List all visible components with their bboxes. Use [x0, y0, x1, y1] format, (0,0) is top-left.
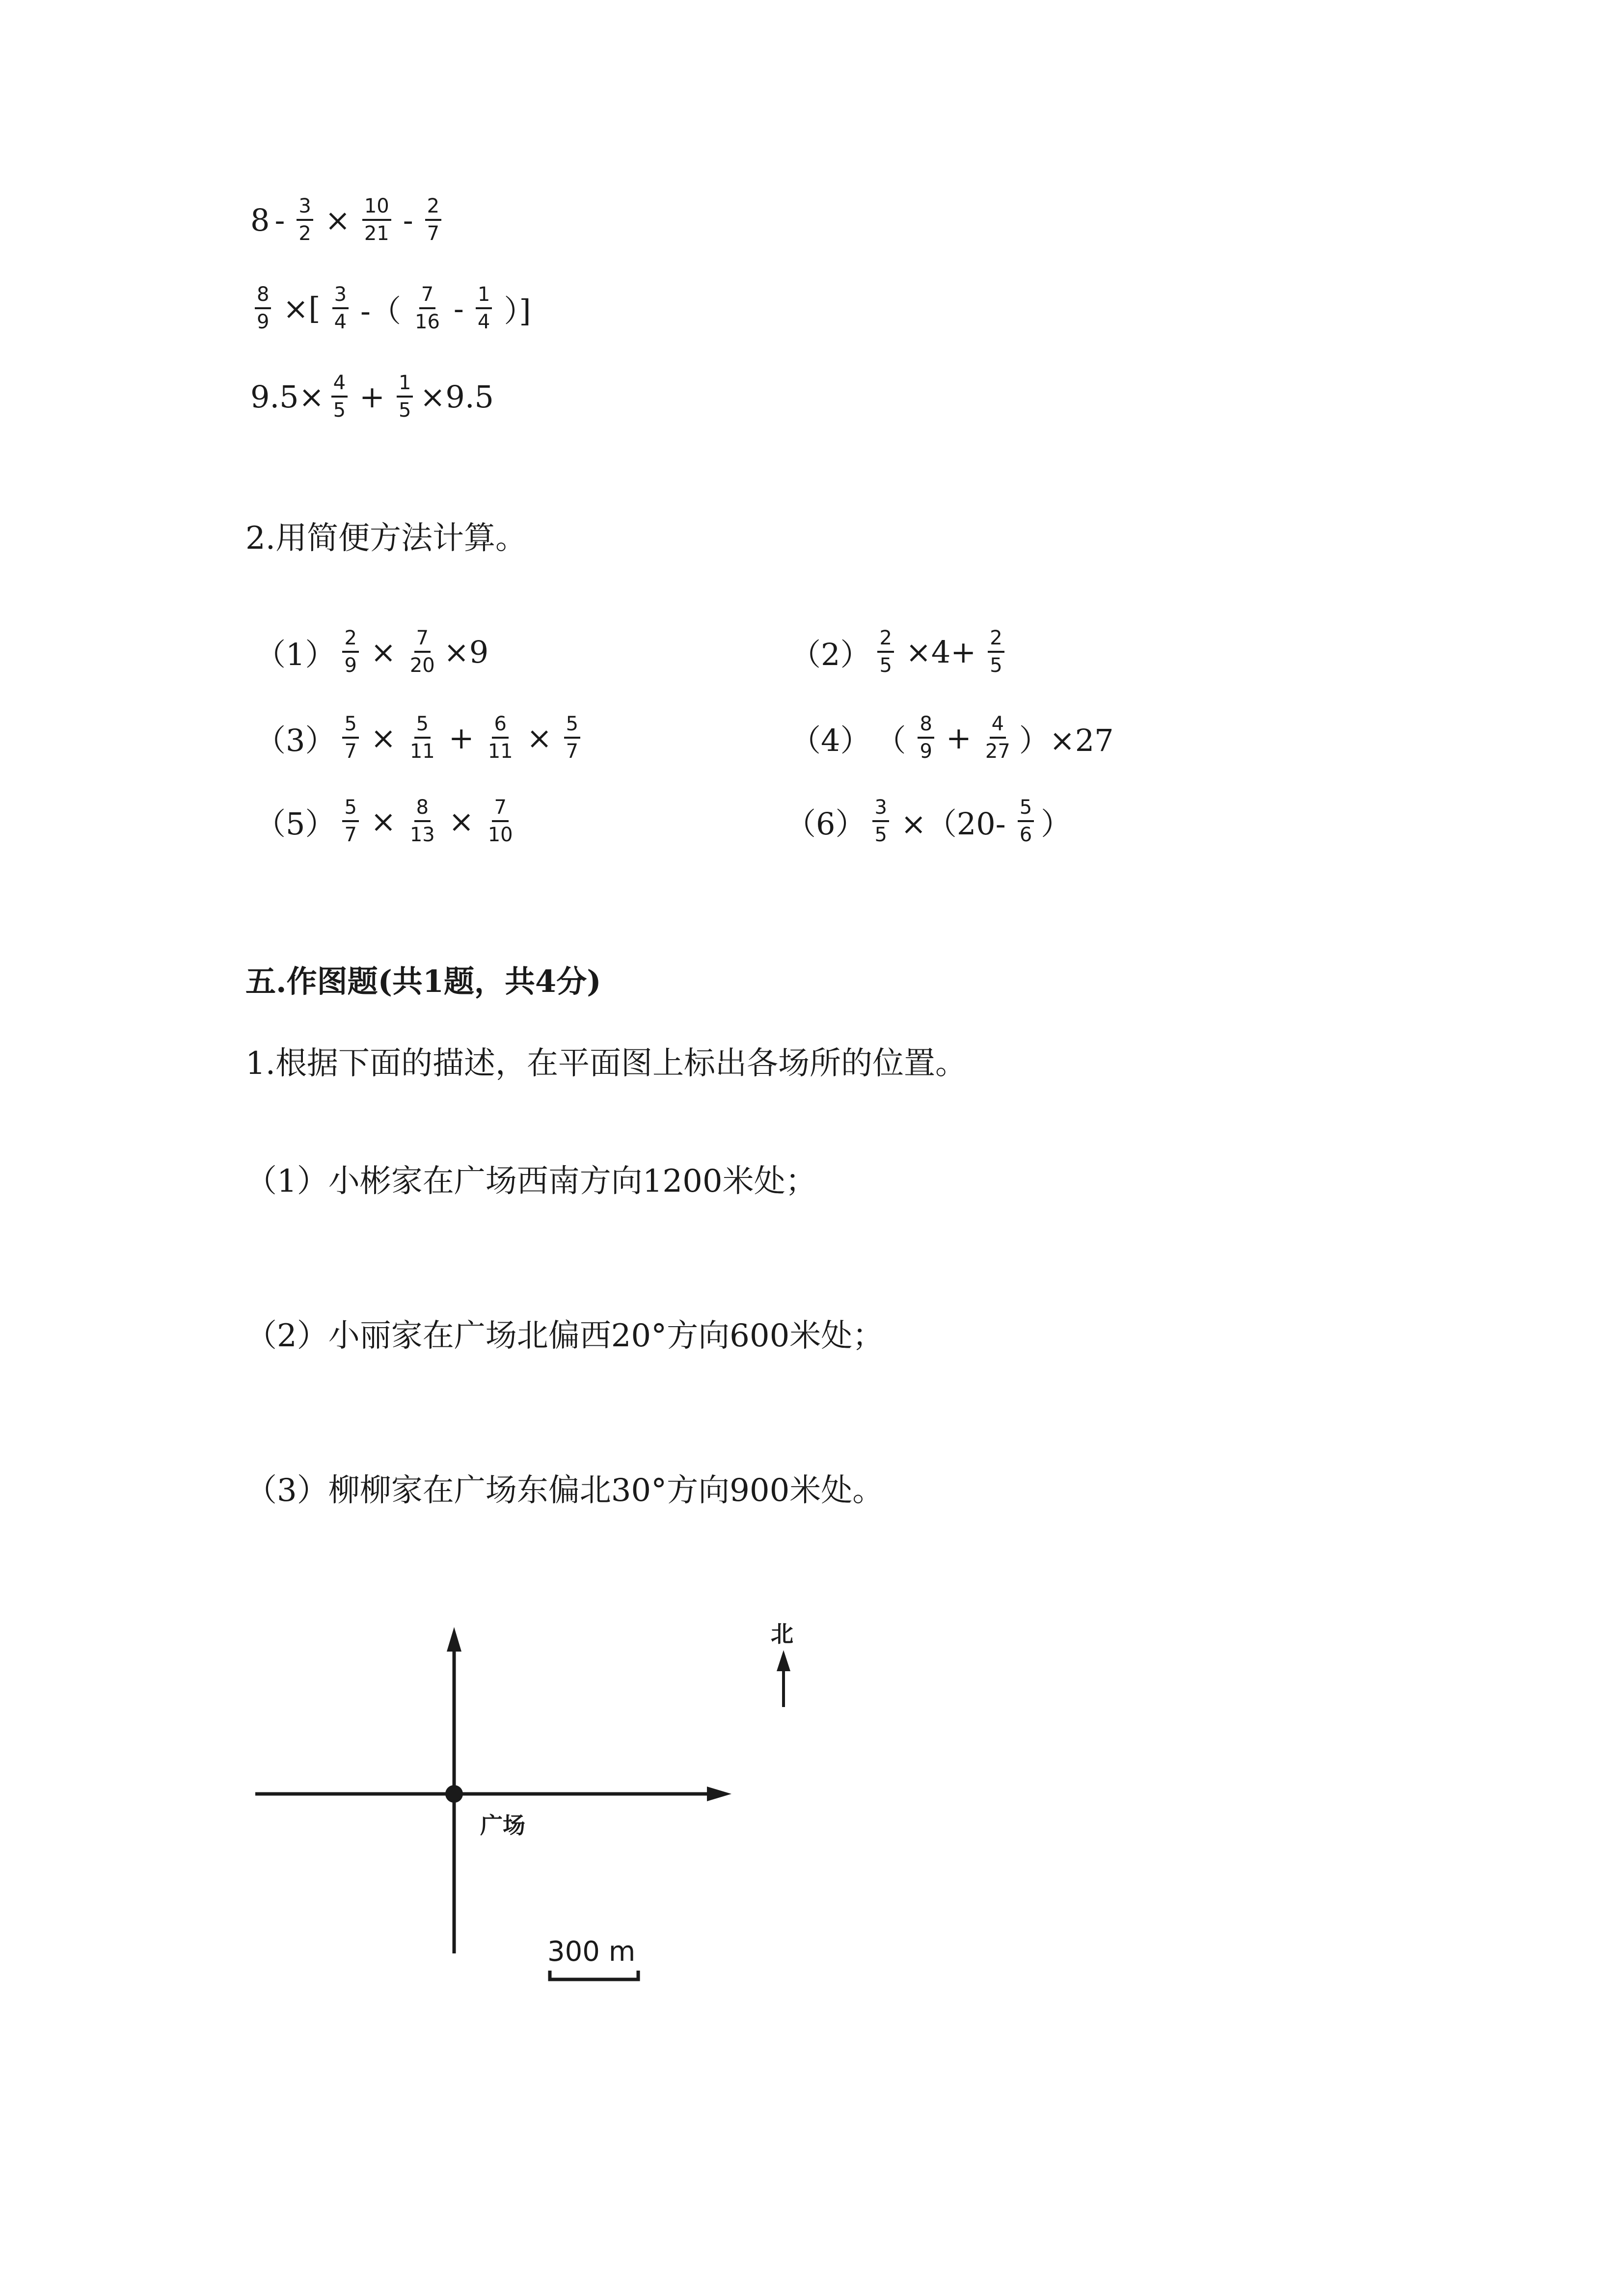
- north-label: 北: [771, 1621, 793, 1647]
- fraction: $\frac{4}{5}$: [331, 373, 348, 420]
- plaza-point: [445, 1785, 463, 1803]
- fraction: $\frac{6}{11}$: [487, 713, 513, 763]
- fraction: $\frac{4}{27}$: [985, 713, 1010, 763]
- fraction: $\frac{8}{13}$: [409, 796, 435, 846]
- operator: ）: [1041, 805, 1072, 842]
- item-label: （1）: [255, 636, 336, 672]
- fraction: $\frac{7}{10}$: [487, 796, 513, 846]
- fraction: $\frac{5}{7}$: [564, 714, 580, 761]
- expr-number: 9.5×: [250, 378, 325, 415]
- description-item-1: （1）小彬家在广场西南方向1200米处；: [245, 1163, 817, 1200]
- operator: ）]: [504, 293, 531, 329]
- operator: ×4+: [905, 634, 976, 670]
- fraction: $\frac{3}{5}$: [872, 798, 889, 845]
- section-5-heading: 五.作图题(共1题，共4分): [245, 963, 601, 999]
- north-indicator-arrowhead: [777, 1650, 790, 1671]
- operator: ×: [370, 720, 396, 756]
- fraction: $\frac{3}{4}$: [332, 285, 349, 332]
- fraction: $\frac{7}{20}$: [409, 627, 435, 677]
- fraction: $\frac{5}{6}$: [1018, 798, 1034, 845]
- operator: ×: [526, 720, 552, 756]
- operator: ×: [370, 634, 396, 670]
- fraction: $\frac{1}{5}$: [397, 373, 413, 420]
- fraction: $\frac{8}{9}$: [255, 285, 271, 332]
- operator: （: [875, 722, 906, 758]
- item-label: （3）: [255, 722, 336, 758]
- question-2-title: 2.用简便方法计算。: [245, 520, 527, 557]
- operator: -: [403, 202, 413, 238]
- operator: ×[: [283, 290, 321, 326]
- north-axis-arrowhead: [447, 1627, 461, 1652]
- operator: ×: [370, 803, 396, 839]
- fraction: $\frac{2}{5}$: [877, 628, 893, 675]
- fraction: $\frac{2}{9}$: [342, 628, 358, 675]
- operator: ×（20-: [900, 805, 1006, 842]
- item-label: （5）: [255, 805, 336, 842]
- fraction: $\frac{5}{7}$: [342, 798, 358, 845]
- operator: -: [453, 290, 464, 326]
- fraction: $\frac{2}{7}$: [425, 196, 441, 243]
- fraction: $\frac{5}{7}$: [342, 714, 358, 761]
- description-item-2: （2）小丽家在广场北偏西20°方向600米处；: [245, 1318, 884, 1354]
- operator: +: [448, 720, 474, 756]
- item-label: （2）: [790, 636, 871, 672]
- plaza-label: 广场: [480, 1812, 525, 1839]
- fraction: $\frac{2}{5}$: [988, 628, 1004, 675]
- expr-number: 8: [250, 202, 270, 238]
- operator: ×9: [443, 634, 489, 670]
- fraction: $\frac{3}{2}$: [297, 196, 313, 243]
- operator: -: [274, 202, 285, 238]
- operator: ×: [325, 202, 351, 238]
- operator: +: [946, 720, 972, 756]
- operator: ×: [448, 803, 474, 839]
- item-label: （4）: [790, 722, 871, 758]
- section-5-question-1: 1.根据下面的描述，在平面图上标出各场所的位置。: [245, 1045, 967, 1082]
- scale-label: 300 m: [547, 1936, 636, 1968]
- fraction: $\frac{7}{16}$: [415, 283, 440, 333]
- expr-number: ×9.5: [420, 378, 494, 415]
- scale-bar: [550, 1971, 638, 1979]
- item-label: （6）: [785, 805, 866, 842]
- fraction: $\frac{10}{21}$: [362, 196, 391, 243]
- operator: -（: [360, 293, 401, 329]
- operator: +: [359, 378, 385, 415]
- fraction: $\frac{8}{9}$: [918, 714, 934, 761]
- fraction: $\frac{5}{11}$: [409, 713, 435, 763]
- fraction: $\frac{1}{4}$: [476, 285, 492, 332]
- east-arrowhead: [707, 1787, 731, 1801]
- description-item-3: （3）柳柳家在广场东偏北30°方向900米处。: [245, 1472, 884, 1509]
- operator: ）×27: [1019, 722, 1114, 758]
